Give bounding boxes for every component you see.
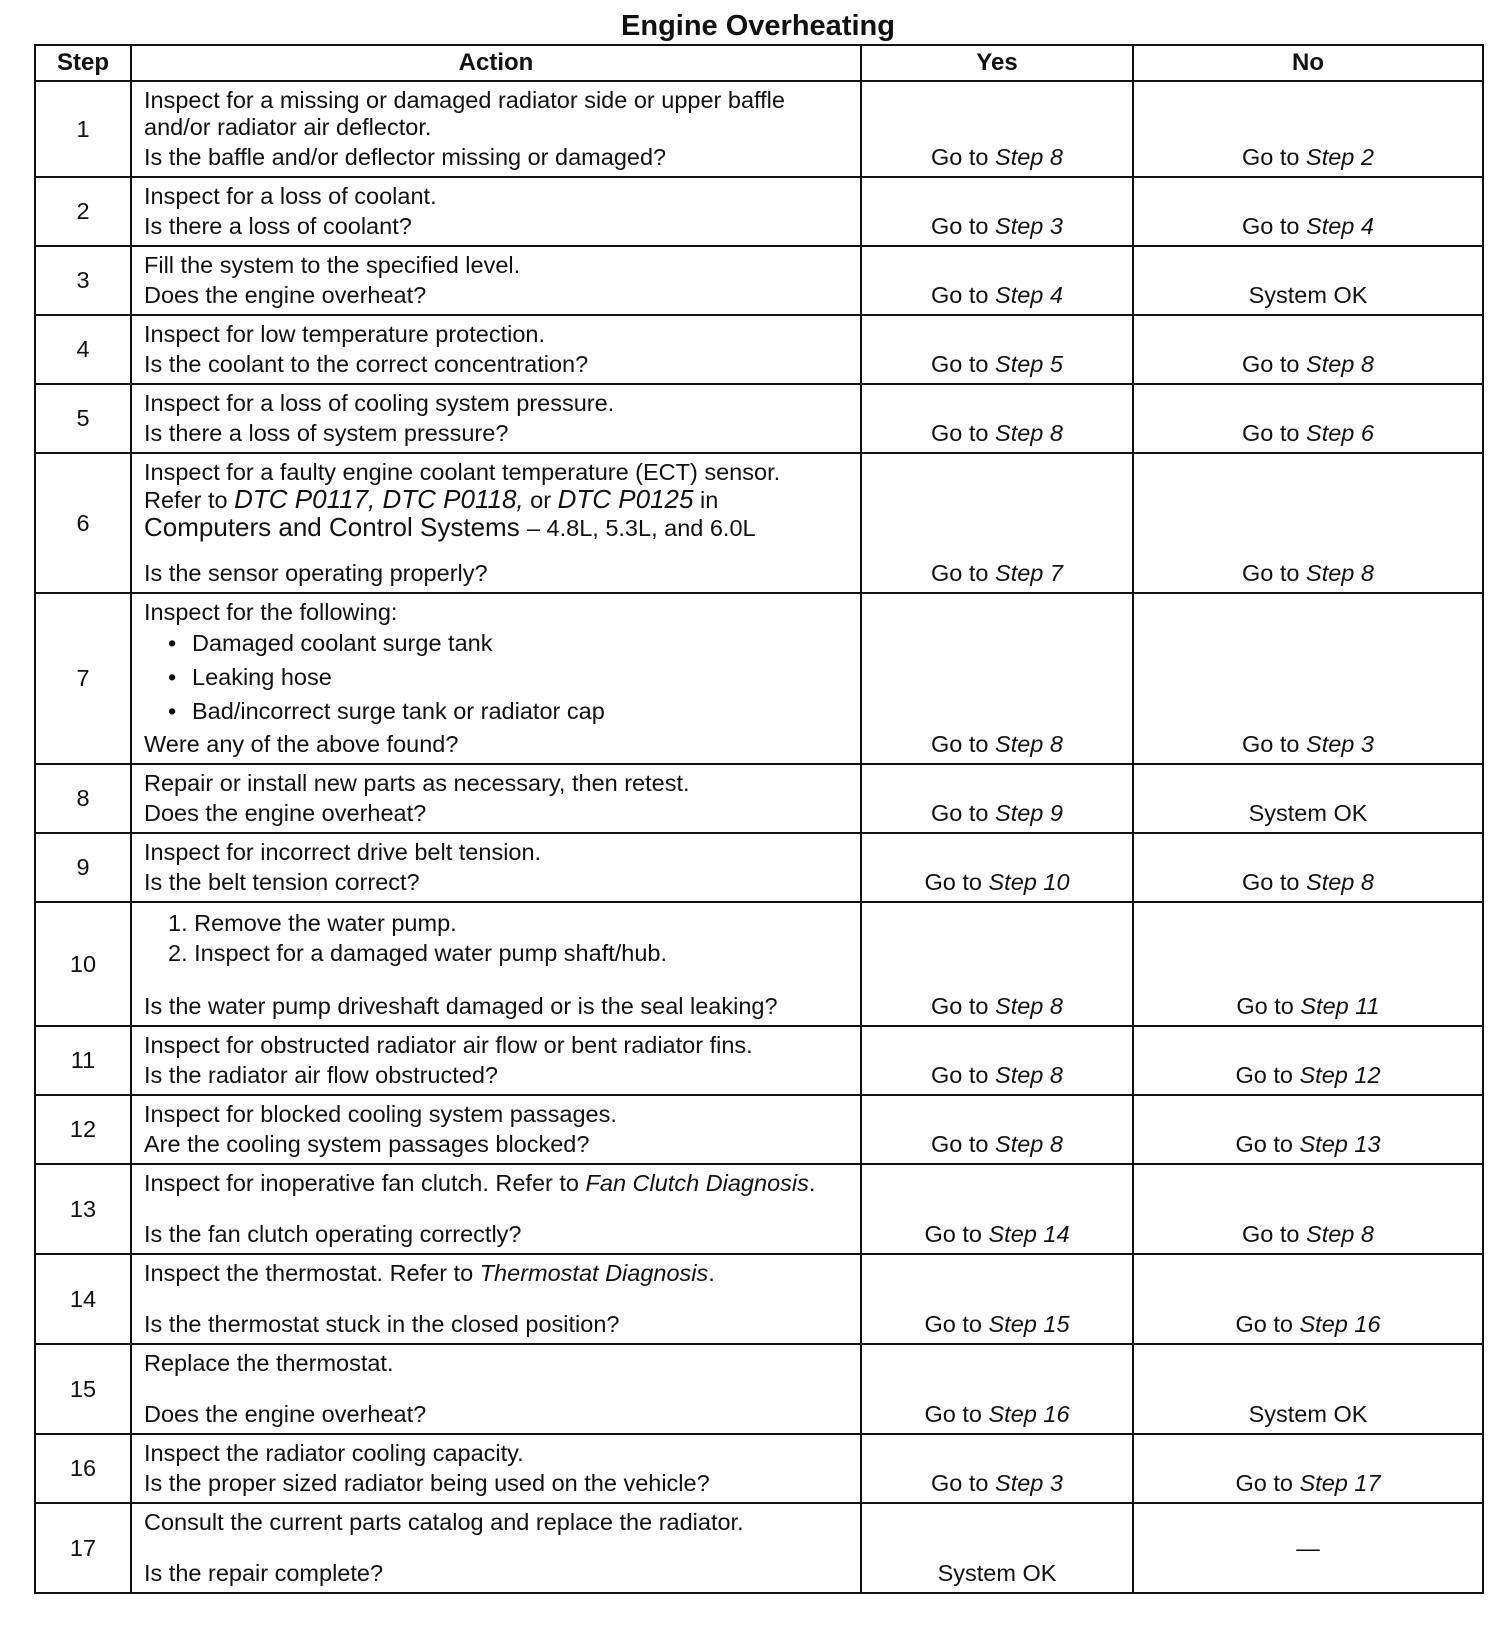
- header-yes: Yes: [861, 45, 1133, 81]
- yes-goto: Go to: [931, 993, 996, 1019]
- no-goto: Go to: [1235, 1311, 1300, 1337]
- question-text: Is the sensor operating properly?: [144, 560, 488, 586]
- yes-cell: [861, 1095, 1133, 1164]
- action-content: [144, 459, 852, 587]
- yes-step-ref: Step 9: [995, 800, 1063, 826]
- yes-goto: Go to: [924, 1221, 989, 1247]
- table-row: [35, 81, 1483, 177]
- action-cell: [131, 246, 861, 315]
- yes-cell: [861, 1254, 1133, 1344]
- instruction-line: Consult the current parts catalog and replace the radiator.: [144, 1509, 744, 1535]
- no-goto: Go to: [1242, 420, 1307, 446]
- action-content: [144, 321, 852, 378]
- no-goto: Go to: [1242, 213, 1307, 239]
- instruction-line: Inspect for a faulty engine coolant temperature (ECT) sensor.: [144, 459, 781, 485]
- numbered-list: [144, 908, 852, 968]
- instruction-text: [144, 183, 852, 210]
- action-content: [144, 87, 852, 171]
- instruction-line: Inspect for the following:: [144, 599, 398, 625]
- action-cell: [131, 1026, 861, 1095]
- no-goto: Go to: [1242, 560, 1307, 586]
- manual-ref: Computers and Control Systems: [144, 512, 527, 542]
- action-cell: [131, 453, 861, 593]
- yes-cell: [861, 764, 1133, 833]
- instruction-text: [144, 599, 852, 626]
- action-content: [144, 770, 852, 827]
- dtc-ref: DTC P0125: [557, 484, 694, 514]
- instruction-text: [144, 1032, 852, 1059]
- action-content: [144, 1032, 852, 1089]
- yes-goto: Go to: [931, 351, 996, 377]
- question-text: Is the thermostat stuck in the closed position?: [144, 1311, 620, 1337]
- no-step-ref: Step 2: [1306, 144, 1374, 170]
- action-content: [144, 908, 852, 1020]
- no-text: System OK: [1248, 800, 1368, 826]
- no-step-ref: Step 13: [1299, 1131, 1381, 1157]
- or-text: or: [523, 487, 558, 513]
- no-cell: [1133, 315, 1483, 384]
- instruction-text: [144, 1350, 852, 1377]
- yes-cell: [861, 593, 1133, 764]
- table-row: [35, 1503, 1483, 1593]
- step-number: 4: [35, 315, 131, 384]
- step-number: 7: [35, 593, 131, 764]
- header-no: No: [1133, 45, 1483, 81]
- instruction-text: [144, 1170, 852, 1197]
- question-text: Does the engine overheat?: [144, 1401, 427, 1427]
- yes-step-ref: Step 16: [988, 1401, 1070, 1427]
- table-row: [35, 1344, 1483, 1434]
- refer-to-text: Refer to: [144, 487, 235, 513]
- no-cell: [1133, 902, 1483, 1026]
- page-title: Engine Overheating: [621, 10, 895, 42]
- table-row: [35, 833, 1483, 902]
- step-number: 10: [35, 902, 131, 1026]
- yes-cell: [861, 1164, 1133, 1254]
- instruction-text: [144, 459, 852, 542]
- yes-goto: Go to: [931, 1131, 996, 1157]
- yes-cell: [861, 246, 1133, 315]
- yes-step-ref: Step 8: [995, 1062, 1063, 1088]
- question-text: Is the repair complete?: [144, 1560, 384, 1586]
- no-cell: [1133, 246, 1483, 315]
- action-cell: [131, 833, 861, 902]
- question-text: Is the belt tension correct?: [144, 869, 420, 895]
- yes-cell: [861, 902, 1133, 1026]
- yes-text: System OK: [937, 1560, 1057, 1586]
- instruction-text: [144, 1260, 852, 1287]
- no-step-ref: Step 8: [1306, 869, 1374, 895]
- question-text: Is the coolant to the correct concentration?: [144, 351, 589, 377]
- yes-goto: Go to: [924, 869, 989, 895]
- dtc-ref: DTC P0117,: [234, 484, 376, 514]
- yes-cell: [861, 1503, 1133, 1593]
- yes-step-ref: Step 8: [995, 1131, 1063, 1157]
- table-row: [35, 177, 1483, 246]
- question-text: Is the radiator air flow obstructed?: [144, 1062, 498, 1088]
- question-text: Is the proper sized radiator being used on the vehicle?: [144, 1470, 710, 1496]
- instruction-text: [144, 1509, 852, 1536]
- action-content: [144, 1350, 852, 1428]
- no-cell: [1133, 81, 1483, 177]
- action-cell: [131, 1344, 861, 1434]
- no-goto: Go to: [1242, 731, 1307, 757]
- instruction-line: Inspect for a loss of cooling system pressure.: [144, 390, 615, 416]
- table-row: [35, 593, 1483, 764]
- yes-goto: Go to: [931, 731, 996, 757]
- numbered-item: 1. Remove the water pump.: [168, 910, 457, 936]
- step-number: 13: [35, 1164, 131, 1254]
- action-content: [144, 183, 852, 240]
- doc-ref: Thermostat Diagnosis: [473, 1260, 709, 1286]
- action-content: [144, 839, 852, 896]
- ref-end: .: [808, 1170, 816, 1196]
- table-row: [35, 1254, 1483, 1344]
- no-step-ref: Step 6: [1306, 420, 1374, 446]
- instruction-text: [144, 87, 852, 141]
- yes-goto: Go to: [931, 420, 996, 446]
- question-text: Are the cooling system passages blocked?: [144, 1131, 590, 1157]
- action-content: [144, 1170, 852, 1248]
- yes-goto: Go to: [931, 800, 996, 826]
- no-step-ref: Step 3: [1306, 731, 1374, 757]
- action-cell: [131, 1254, 861, 1344]
- no-cell: [1133, 764, 1483, 833]
- step-number: 17: [35, 1503, 131, 1593]
- step-number: 8: [35, 764, 131, 833]
- step-number: 3: [35, 246, 131, 315]
- yes-step-ref: Step 15: [988, 1311, 1070, 1337]
- action-cell: [131, 1095, 861, 1164]
- no-text: System OK: [1248, 1401, 1368, 1427]
- yes-step-ref: Step 3: [995, 213, 1063, 239]
- step-number: 9: [35, 833, 131, 902]
- instruction-line: Inspect for obstructed radiator air flow or bent radiator fins.: [144, 1032, 753, 1058]
- no-goto: Go to: [1242, 1221, 1307, 1247]
- no-goto: Go to: [1235, 1470, 1300, 1496]
- instruction-text: [144, 321, 852, 348]
- action-cell: [131, 1503, 861, 1593]
- bullet-dot-icon: •: [168, 664, 177, 690]
- yes-step-ref: Step 4: [995, 282, 1063, 308]
- step-number: 14: [35, 1254, 131, 1344]
- question-text: Is there a loss of system pressure?: [144, 420, 509, 446]
- yes-goto: Go to: [931, 144, 996, 170]
- no-goto: Go to: [1235, 1062, 1300, 1088]
- bullet-text: Damaged coolant surge tank: [192, 630, 493, 656]
- no-goto: Go to: [1235, 1131, 1300, 1157]
- action-content: [144, 1509, 852, 1587]
- yes-goto: Go to: [931, 1062, 996, 1088]
- instruction-text: [144, 1101, 852, 1128]
- diagnostic-table: [34, 44, 1484, 1594]
- action-cell: [131, 384, 861, 453]
- bullet-item: [168, 694, 852, 728]
- yes-cell: [861, 833, 1133, 902]
- no-text: System OK: [1248, 282, 1368, 308]
- question-text: Is the fan clutch operating correctly?: [144, 1221, 522, 1247]
- table-row: [35, 1095, 1483, 1164]
- yes-cell: [861, 384, 1133, 453]
- table-row: [35, 384, 1483, 453]
- yes-step-ref: Step 7: [995, 560, 1063, 586]
- numbered-item: 2. Inspect for a damaged water pump shaft/hub.: [168, 940, 668, 966]
- instruction-text: [144, 1440, 852, 1467]
- instruction-line: Inspect for a loss of coolant.: [144, 183, 437, 209]
- bullet-text: Leaking hose: [192, 664, 332, 690]
- instruction-text: [144, 770, 852, 797]
- instruction-line: Fill the system to the specified level.: [144, 252, 521, 278]
- yes-cell: [861, 1434, 1133, 1503]
- question-text: Is the water pump driveshaft damaged or is the seal leaking?: [144, 993, 778, 1019]
- bullet-dot-icon: •: [168, 698, 177, 724]
- no-cell: [1133, 1026, 1483, 1095]
- table-row: [35, 453, 1483, 593]
- instruction-line: Inspect for blocked cooling system passages.: [144, 1101, 617, 1127]
- bullet-dot-icon: •: [168, 630, 177, 656]
- no-step-ref: Step 17: [1299, 1470, 1381, 1496]
- action-content: [144, 1260, 852, 1338]
- yes-step-ref: Step 8: [995, 420, 1063, 446]
- action-cell: [131, 593, 861, 764]
- action-content: [144, 390, 852, 447]
- instruction-line: Inspect for low temperature protection.: [144, 321, 546, 347]
- action-content: [144, 1440, 852, 1497]
- action-cell: [131, 81, 861, 177]
- question-text: Is there a loss of coolant?: [144, 213, 412, 239]
- table-row: [35, 1164, 1483, 1254]
- action-cell: [131, 177, 861, 246]
- no-goto: Go to: [1242, 144, 1307, 170]
- no-cell: [1133, 384, 1483, 453]
- no-text: —: [1296, 1535, 1320, 1561]
- yes-goto: Go to: [924, 1401, 989, 1427]
- engine-list: – 4.8L, 5.3L, and 6.0L: [526, 515, 756, 541]
- yes-cell: [861, 1026, 1133, 1095]
- instruction-line: Inspect for incorrect drive belt tension.: [144, 839, 542, 865]
- ref-end: .: [708, 1260, 715, 1286]
- action-cell: [131, 1434, 861, 1503]
- yes-goto: Go to: [924, 1311, 989, 1337]
- step-number: 5: [35, 384, 131, 453]
- header-row: [35, 45, 1483, 81]
- no-cell: [1133, 1434, 1483, 1503]
- question-text: Were any of the above found?: [144, 731, 459, 757]
- yes-step-ref: Step 3: [995, 1470, 1063, 1496]
- step-number: 16: [35, 1434, 131, 1503]
- action-cell: [131, 1164, 861, 1254]
- step-number: 1: [35, 81, 131, 177]
- no-step-ref: Step 12: [1299, 1062, 1381, 1088]
- in-text: in: [693, 487, 719, 513]
- no-cell: [1133, 1503, 1483, 1593]
- doc-ref: Fan Clutch Diagnosis: [578, 1170, 809, 1196]
- instruction-text: [144, 390, 852, 417]
- instruction-line: Inspect the thermostat. Refer to: [144, 1260, 474, 1286]
- action-content: [144, 599, 852, 758]
- action-cell: [131, 315, 861, 384]
- table-row: [35, 246, 1483, 315]
- bullet-item: [168, 626, 852, 660]
- bullet-list: [144, 626, 852, 728]
- no-cell: [1133, 1095, 1483, 1164]
- yes-step-ref: Step 8: [995, 993, 1063, 1019]
- yes-cell: [861, 81, 1133, 177]
- action-content: [144, 252, 852, 309]
- no-cell: [1133, 833, 1483, 902]
- yes-step-ref: Step 8: [995, 731, 1063, 757]
- table-row: [35, 1434, 1483, 1503]
- yes-step-ref: Step 8: [995, 144, 1063, 170]
- instruction-line: Repair or install new parts as necessary, then retest.: [144, 770, 690, 796]
- no-step-ref: Step 8: [1306, 560, 1374, 586]
- table-row: [35, 315, 1483, 384]
- no-step-ref: Step 8: [1306, 351, 1374, 377]
- bullet-item: [168, 660, 852, 694]
- action-cell: [131, 764, 861, 833]
- step-number: 6: [35, 453, 131, 593]
- instruction-text: [144, 252, 852, 279]
- yes-goto: Go to: [931, 213, 996, 239]
- no-step-ref: Step 4: [1306, 213, 1374, 239]
- instruction-line: Replace the thermostat.: [144, 1350, 394, 1376]
- action-cell: [131, 902, 861, 1026]
- instruction-text: [144, 839, 852, 866]
- no-step-ref: Step 8: [1306, 1221, 1374, 1247]
- step-number: 12: [35, 1095, 131, 1164]
- header-step: Step: [35, 45, 131, 81]
- question-text: Does the engine overheat?: [144, 282, 427, 308]
- yes-goto: Go to: [931, 282, 996, 308]
- step-number: 2: [35, 177, 131, 246]
- dtc-ref: DTC P0118,: [375, 484, 524, 514]
- yes-goto: Go to: [931, 1470, 996, 1496]
- no-step-ref: Step 16: [1299, 1311, 1381, 1337]
- header-action: Action: [131, 45, 861, 81]
- yes-step-ref: Step 10: [988, 869, 1070, 895]
- yes-step-ref: Step 5: [995, 351, 1063, 377]
- no-goto: Go to: [1242, 351, 1307, 377]
- question-text: Is the baffle and/or deflector missing or damaged?: [144, 144, 667, 170]
- instruction-line: Inspect for a missing or damaged radiator side or upper baffle and/or radiator air deflector.: [144, 87, 785, 140]
- no-goto: Go to: [1242, 869, 1307, 895]
- step-number: 15: [35, 1344, 131, 1434]
- no-cell: [1133, 177, 1483, 246]
- yes-cell: [861, 177, 1133, 246]
- no-goto: Go to: [1236, 993, 1301, 1019]
- instruction-line: Inspect for inoperative fan clutch. Refer to: [144, 1170, 579, 1196]
- yes-step-ref: Step 14: [988, 1221, 1070, 1247]
- no-cell: [1133, 1254, 1483, 1344]
- no-cell: [1133, 593, 1483, 764]
- yes-cell: [861, 315, 1133, 384]
- instruction-line: Inspect the radiator cooling capacity.: [144, 1440, 524, 1466]
- step-number: 11: [35, 1026, 131, 1095]
- no-step-ref: Step 11: [1300, 993, 1380, 1019]
- table-row: [35, 1026, 1483, 1095]
- table-row: [35, 764, 1483, 833]
- no-cell: [1133, 453, 1483, 593]
- action-content: [144, 1101, 852, 1158]
- no-cell: [1133, 1344, 1483, 1434]
- question-text: Does the engine overheat?: [144, 800, 427, 826]
- table-row: [35, 902, 1483, 1026]
- yes-cell: [861, 1344, 1133, 1434]
- yes-goto: Go to: [931, 560, 996, 586]
- yes-cell: [861, 453, 1133, 593]
- bullet-text: Bad/incorrect surge tank or radiator cap: [192, 698, 605, 724]
- no-cell: [1133, 1164, 1483, 1254]
